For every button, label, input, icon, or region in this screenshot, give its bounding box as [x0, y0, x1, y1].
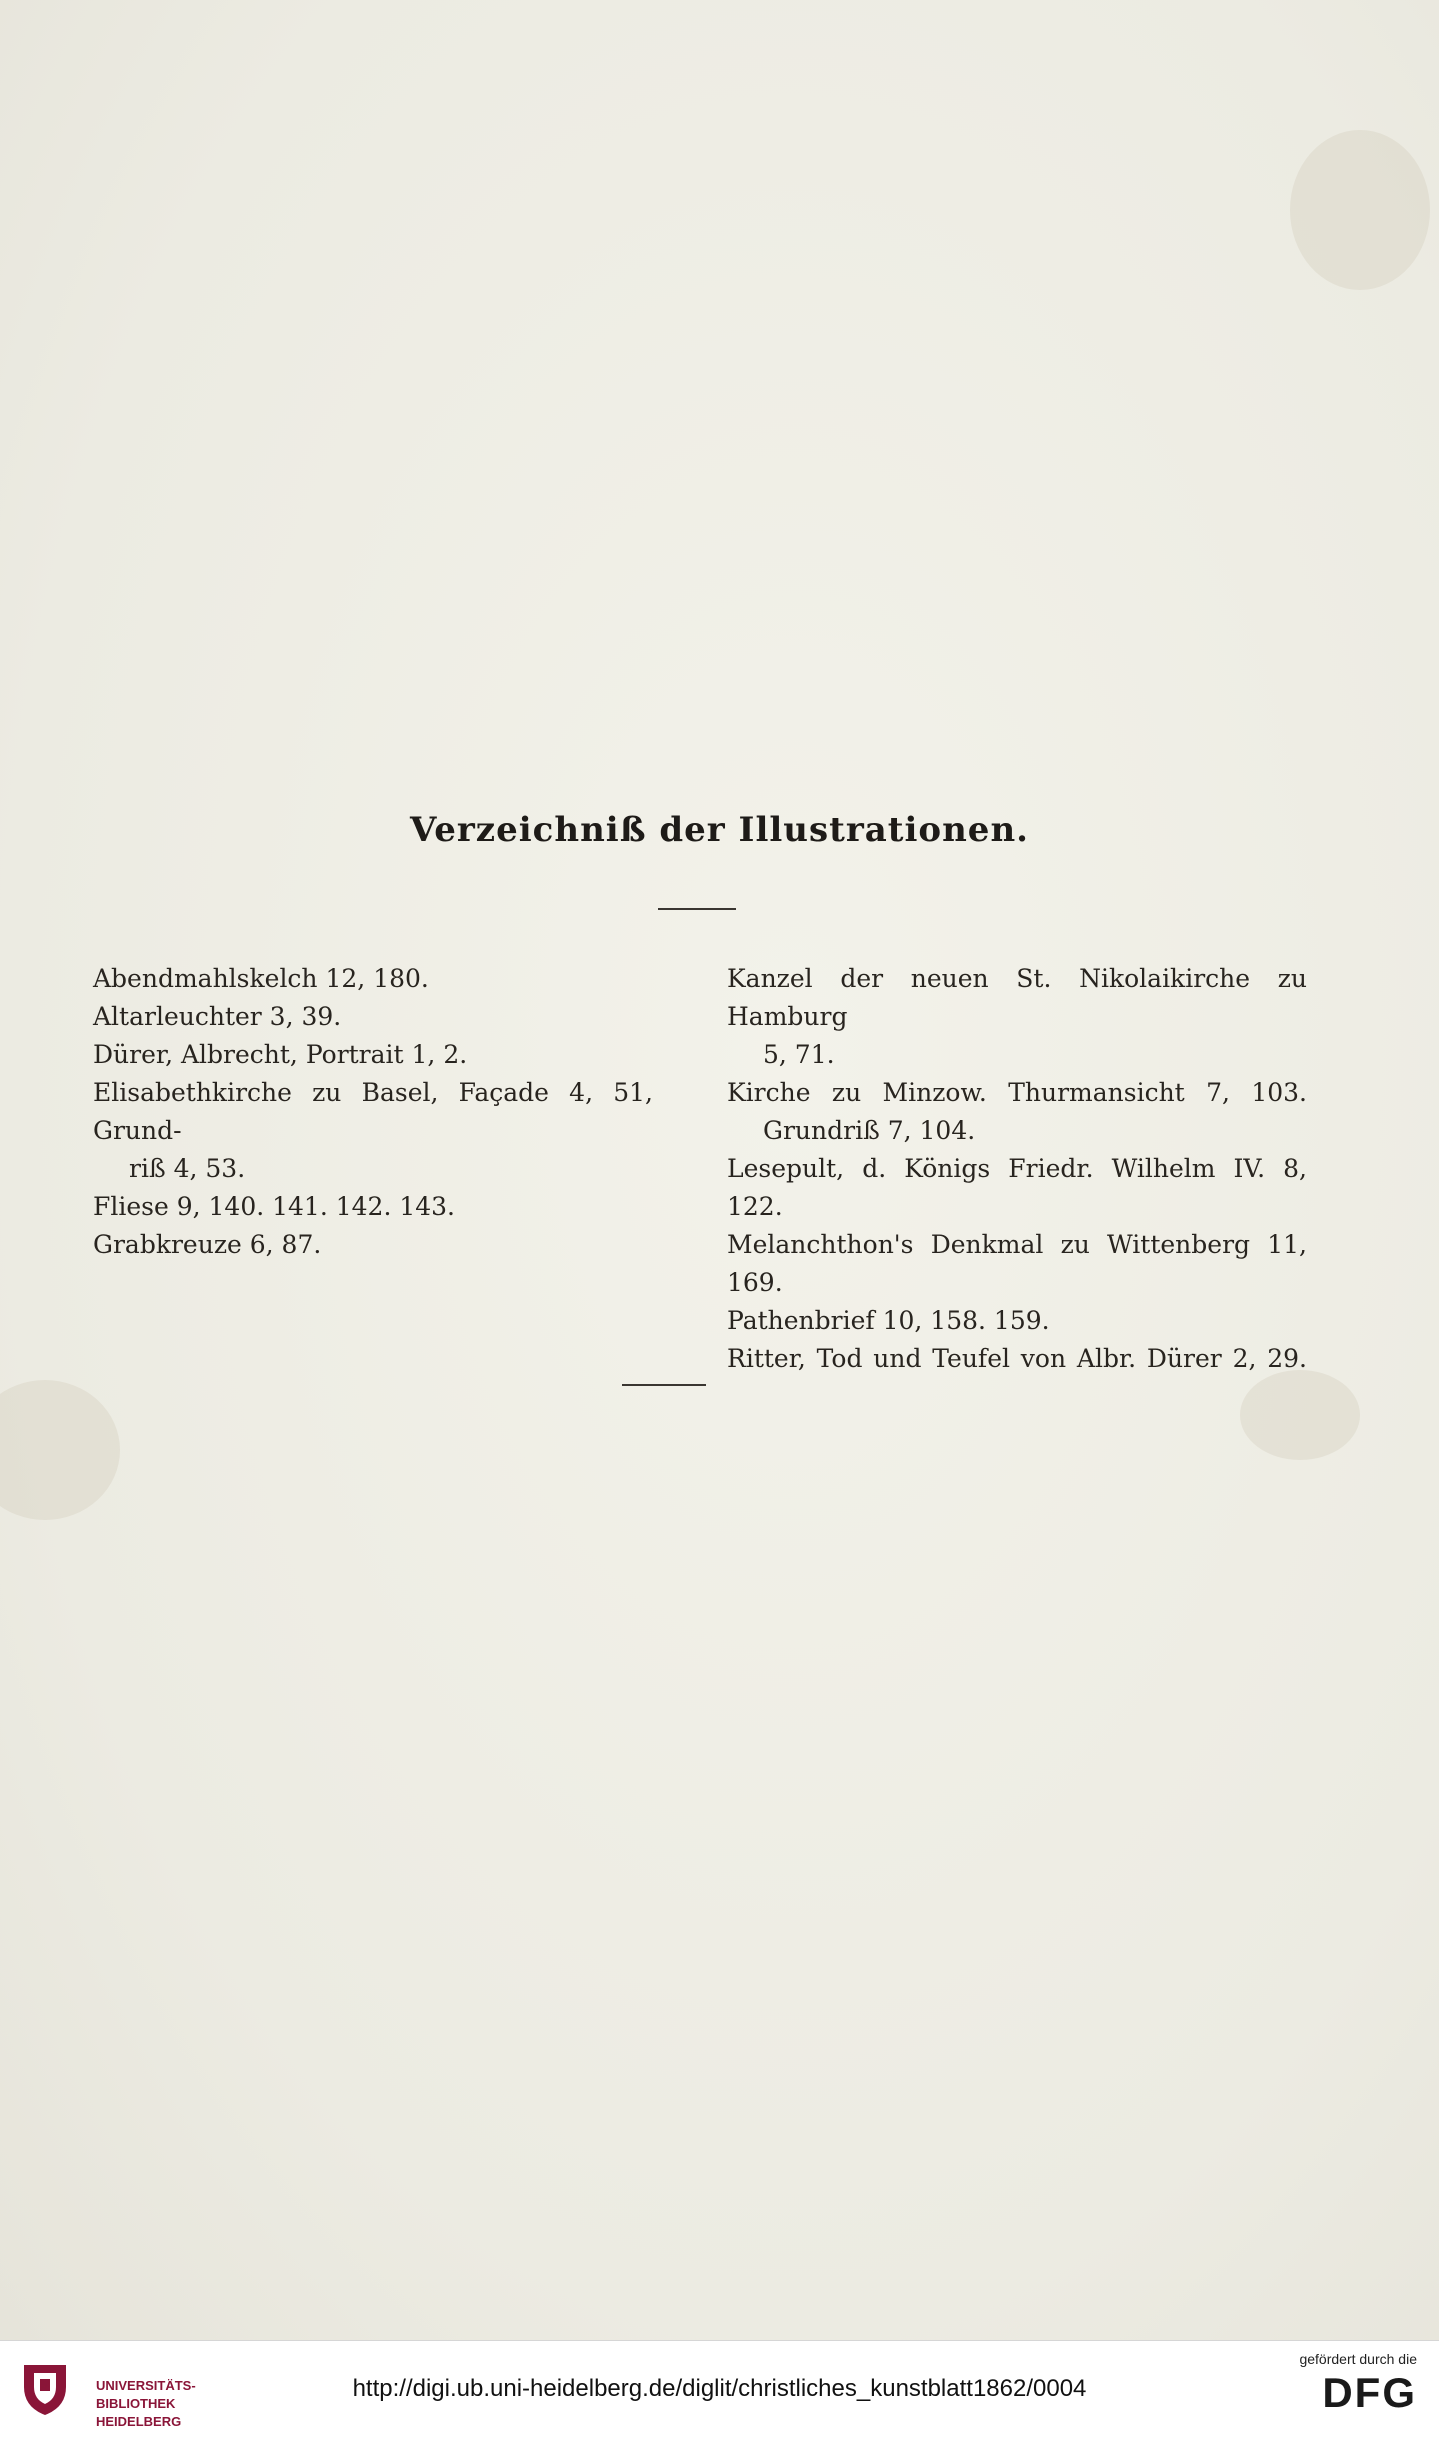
index-entry: Ritter, Tod und Teufel von Albr. Dürer 2, 29.: [727, 1344, 1307, 1373]
footer-bar: [0, 2340, 1439, 2439]
index-entry: Altarleuchter 3, 39.: [93, 1002, 342, 1031]
index-entry: Dürer, Albrecht, Portrait 1, 2.: [93, 1040, 468, 1069]
dfg-logo: DFG: [1322, 2369, 1417, 2416]
index-column-right: [727, 960, 1307, 1378]
index-entry: Pathenbrief 10, 158. 159.: [727, 1306, 1050, 1335]
logo-line: UNIVERSITÄTS-: [96, 2378, 196, 2393]
divider: [658, 908, 736, 910]
index-entry: Melanchthon's Denkmal zu Wittenberg 11, 169.: [727, 1230, 1307, 1297]
divider: [622, 1384, 706, 1386]
index-entry: Fliese 9, 140. 141. 142. 143.: [93, 1192, 455, 1221]
index-column-left: [93, 960, 653, 1264]
sponsor-block[interactable]: [1267, 2351, 1417, 2419]
logo-line: HEIDELBERG: [96, 2414, 182, 2429]
sponsor-label: gefördert durch die: [1299, 2351, 1417, 2367]
index-entry: Grabkreuze 6, 87.: [93, 1230, 322, 1259]
permalink-url[interactable]: http://digi.ub.uni-heidelberg.de/diglit/christliches_kunstblatt1862/0004: [352, 2375, 1087, 2402]
index-entry: Elisabethkirche zu Basel, Façade 4, 51, Grund- riß 4, 53.: [93, 1078, 653, 1183]
page-title: Verzeichniß der Illustrationen.: [410, 810, 1029, 850]
index-entry: Lesepult, d. Königs Friedr. Wilhelm IV. 8, 122.: [727, 1154, 1307, 1221]
paper-stain: [0, 1380, 120, 1520]
logo-line: BIBLIOTHEK: [96, 2396, 176, 2411]
index-entry: Kanzel der neuen St. Nikolaikirche zu Hamburg 5, 71.: [727, 964, 1307, 1069]
paper-stain: [1240, 1370, 1360, 1460]
index-entry: Abendmahlskelch 12, 180.: [93, 964, 429, 993]
index-entry: Kirche zu Minzow. Thurmansicht 7, 103. Grundriß 7, 104.: [727, 1078, 1307, 1145]
paper-stain: [1290, 130, 1430, 290]
